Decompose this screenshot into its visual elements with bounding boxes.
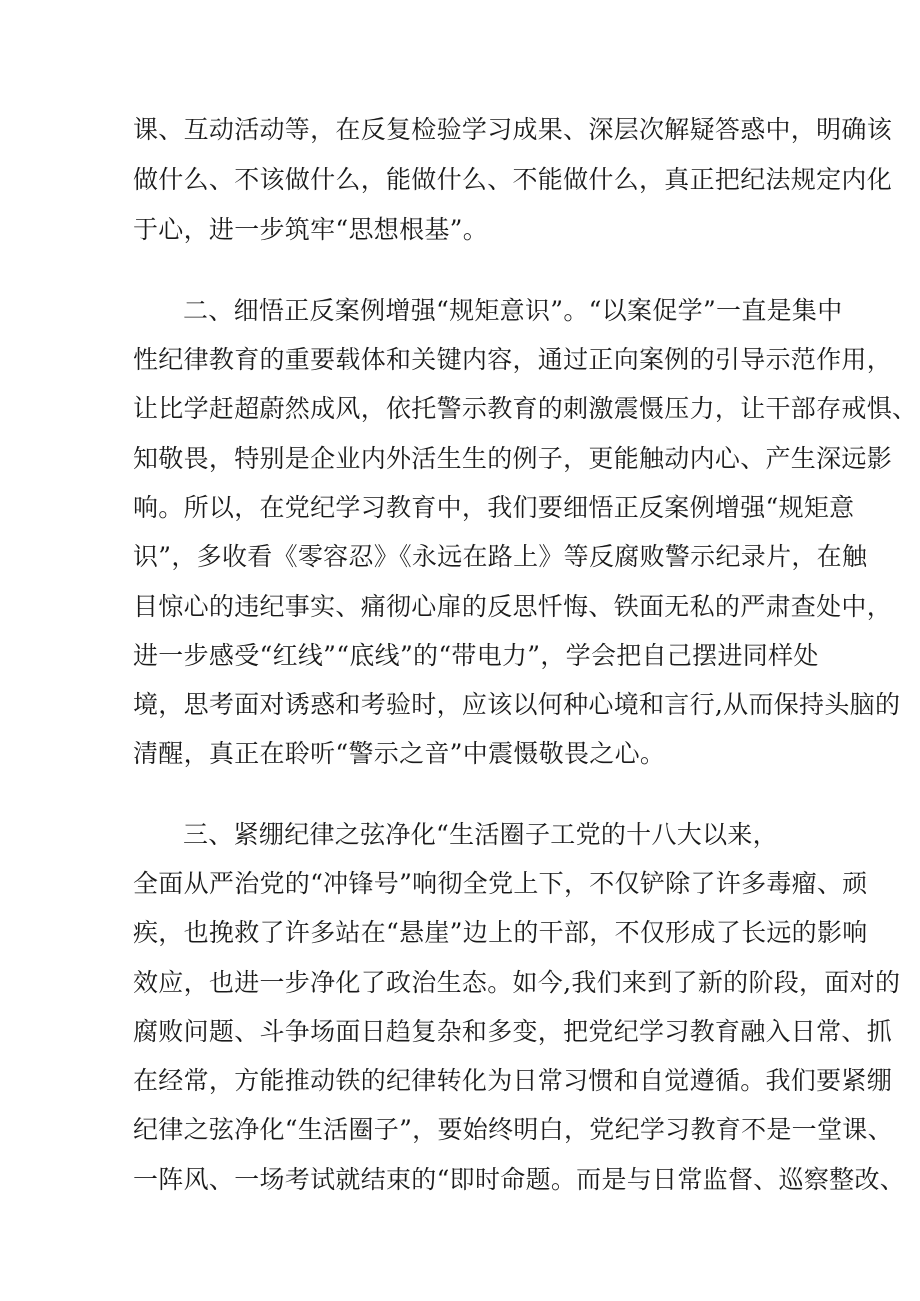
text-line: 性纪律教育的重要载体和关键内容，通过正向案例的引导示范作用， <box>133 345 893 374</box>
text-line: 疾，也挽救了许多站在“悬崖”边上的干部，不仅形成了长远的影响 <box>133 918 868 947</box>
text-line: 在经常，方能推动铁的纪律转化为日常习惯和自觉遵循。我们要紧绷 <box>133 1066 893 1095</box>
text-line: 目惊心的违纪事实、痛彻心扉的反思忏悔、铁面无私的严肃查处中， <box>133 592 893 621</box>
text-line: 响。所以，在党纪学习教育中，我们要细悟正反案例增强“规矩意 <box>133 493 855 522</box>
text-line: 纪律之弦净化“生活圈子”，要始终明白，党纪学习教育不是一堂课、 <box>133 1115 893 1144</box>
text-line: 清醒，真正在聆听“警示之音”中震慑敬畏之心。 <box>133 739 666 768</box>
text-line: 境，思考面对诱惑和考验时，应该以何种心境和言行,从而保持头脑的 <box>133 690 901 719</box>
text-line: 于心，进一步筑牢“思想根基”。 <box>133 215 489 244</box>
text-line: 腐败问题、斗争场面日趋复杂和多变，把党纪学习教育融入日常、抓 <box>133 1017 893 1046</box>
text-line: 知敬畏，特别是企业内外活生生的例子，更能触动内心、产生深远影 <box>133 444 893 473</box>
text-line: 全面从严治党的“冲锋号”响彻全党上下，不仅铲除了许多毒瘤、顽 <box>133 869 868 898</box>
text-line: 课、互动活动等，在反复检验学习成果、深层次解疑答惑中，明确该 <box>133 115 893 144</box>
text-line: 进一步感受“红线”“底线”的“带电力”，学会把自己摆进同样处 <box>133 641 819 670</box>
text-line: 一阵风、一场考试就结束的“即时命题。而是与日常监督、巡察整改、 <box>133 1165 906 1194</box>
text-line: 效应，也进一步净化了政治生态。如今,我们来到了新的阶段，面对的 <box>133 968 901 997</box>
text-line: 做什么、不该做什么，能做什么、不能做什么，真正把纪法规定内化 <box>133 165 893 194</box>
text-line: 识”，多收看《零容忍》《永远在路上》等反腐败警示纪录片，在触 <box>133 542 868 571</box>
section-three-heading-line: 三、紧绷纪律之弦净化“生活圈子工党的十八大以来， <box>183 820 778 849</box>
text-line: 让比学赶超蔚然成风，依托警示教育的刺激震慑压力，让干部存戒惧、 <box>133 394 918 423</box>
section-two-heading-line: 二、细悟正反案例增强“规矩意识”。“以案促学”一直是集中 <box>183 296 843 325</box>
